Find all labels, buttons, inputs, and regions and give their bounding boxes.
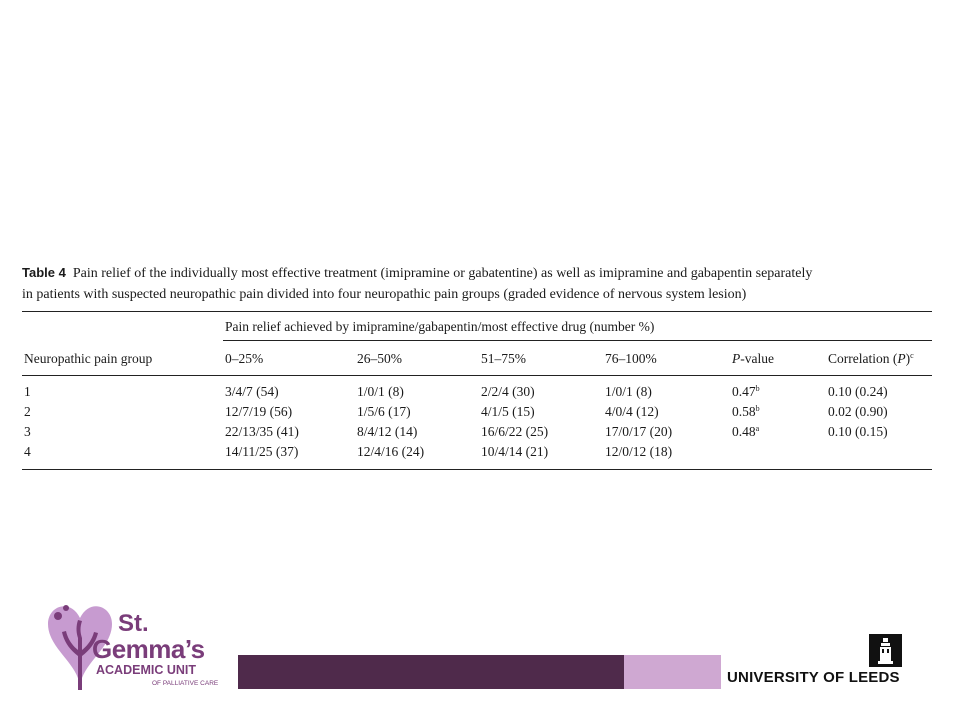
table-row (22, 442, 932, 462)
header-correlation: Correlation $(P)^c$ (828, 351, 914, 366)
caption-line-1: Pain relief of the individually most effective treatment (imipramine or gabatentine) as well as imipramine and gabapentin separately (72, 266, 813, 281)
cell-26-50: 1/5/6 (17) (357, 404, 411, 419)
table-row (22, 402, 932, 422)
cell-correlation: 0.10 (0.24) (828, 384, 888, 399)
bottom-rule (22, 469, 932, 470)
logo-gemmas: Gemma’s (92, 634, 205, 664)
cell-group: 2 (24, 404, 31, 419)
cell-76-100: 1/0/1 (8) (605, 384, 652, 399)
spanner-header: Pain relief achieved by imipramine/gabapentin/most effective drug (number %) (225, 319, 655, 334)
header-26-50: 26–50% (357, 351, 402, 366)
cell-pvalue: 0.47$^b$ (732, 384, 760, 399)
cell-correlation: 0.10 (0.15) (828, 424, 888, 439)
cell-pvalue: 0.48$^a$ (732, 424, 760, 439)
caption-line-2: in patients with suspected neuropathic pain divided into four neuropathic pain groups (graded evidence of nervous system lesion) (22, 287, 747, 302)
cell-pvalue: 0.58$^b$ (732, 404, 760, 419)
cell-0-25: 12/7/19 (56) (225, 404, 293, 419)
cell-group: 1 (24, 384, 31, 399)
table-caption (22, 262, 932, 305)
university-of-leeds-wordmark: UNIVERSITY OF LEEDS (727, 669, 900, 686)
header-pvalue: P-value (732, 351, 774, 366)
cell-76-100: 12/0/12 (18) (605, 444, 673, 459)
cell-26-50: 1/0/1 (8) (357, 384, 404, 399)
top-rule (22, 311, 932, 312)
footer-band-light (624, 655, 721, 689)
header-0-25: 0–25% (225, 351, 264, 366)
footer-band-dark (238, 655, 624, 689)
column-header-row (22, 349, 932, 369)
spanner-row (22, 317, 932, 337)
cell-correlation: 0.02 (0.90) (828, 404, 888, 419)
cell-51-75: 4/1/5 (15) (481, 404, 535, 419)
leeds-crest-icon (869, 634, 902, 667)
results-table (22, 262, 932, 470)
cell-51-75: 10/4/14 (21) (481, 444, 549, 459)
logo-palliative-care: OF PALLIATIVE CARE (152, 680, 219, 687)
cell-group: 4 (24, 444, 31, 459)
cell-26-50: 8/4/12 (14) (357, 424, 418, 439)
cell-0-25: 22/13/35 (41) (225, 424, 299, 439)
cell-76-100: 4/0/4 (12) (605, 404, 659, 419)
header-group: Neuropathic pain group (24, 351, 153, 366)
cell-0-25: 3/4/7 (54) (225, 384, 279, 399)
cell-51-75: 2/2/4 (30) (481, 384, 535, 399)
table-row (22, 382, 932, 402)
logo-academic-unit: ACADEMIC UNIT (96, 663, 196, 677)
header-51-75: 51–75% (481, 351, 526, 366)
spanner-rule (223, 340, 932, 341)
cell-76-100: 17/0/17 (20) (605, 424, 673, 439)
leaf-icon (63, 605, 69, 611)
table-row (22, 422, 932, 442)
cell-0-25: 14/11/25 (37) (225, 444, 299, 459)
header-rule (22, 375, 932, 376)
logo-st: St. (118, 610, 149, 637)
cell-26-50: 12/4/16 (24) (357, 444, 425, 459)
cell-51-75: 16/6/22 (25) (481, 424, 549, 439)
table-body (22, 382, 932, 462)
header-76-100: 76–100% (605, 351, 657, 366)
table-label: Table 4 (22, 265, 66, 280)
leaf-icon (54, 612, 62, 620)
cell-group: 3 (24, 424, 31, 439)
